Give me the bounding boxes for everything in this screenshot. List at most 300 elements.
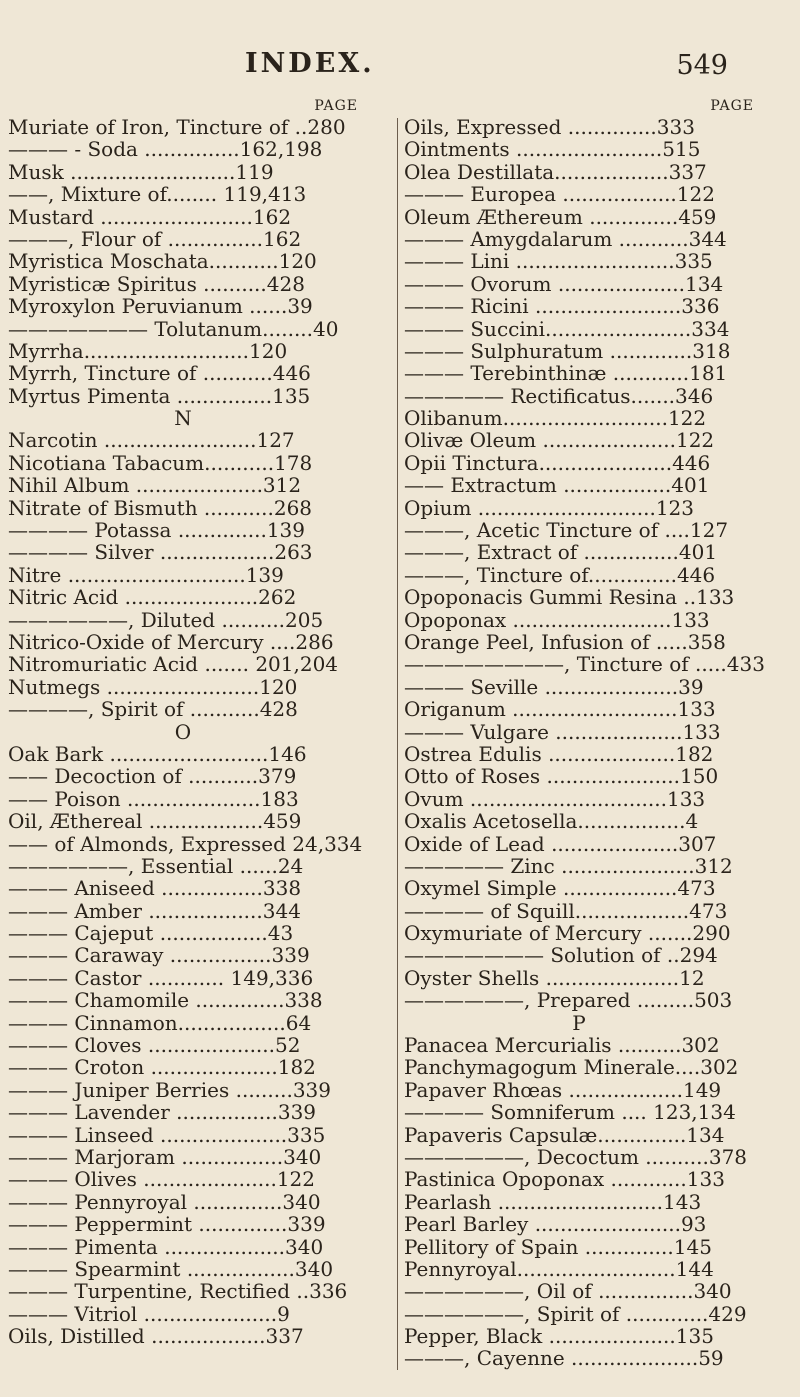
entry-page: 133 bbox=[671, 607, 710, 632]
entry-term: ——— Juniper Berries ......... bbox=[8, 1077, 293, 1102]
entry-term: ———, Flour of ............... bbox=[8, 226, 263, 251]
entry-term: Mustard ........................ bbox=[8, 204, 253, 229]
index-entry bbox=[8, 318, 358, 340]
entry-term: Myroxylon Peruvianum ...... bbox=[8, 294, 288, 319]
entry-page: 150 bbox=[680, 764, 719, 789]
entry-term: Olibanum.......................... bbox=[404, 406, 668, 431]
index-entry bbox=[8, 362, 358, 384]
page-title: INDEX. bbox=[245, 48, 375, 79]
index-entry bbox=[8, 1213, 358, 1235]
entry-term: Otto of Roses ..................... bbox=[404, 764, 680, 789]
index-entry bbox=[404, 474, 754, 496]
entry-term: ——— Terebinthinæ ............ bbox=[404, 361, 690, 386]
index-entry bbox=[404, 1101, 754, 1123]
index-entry bbox=[404, 877, 754, 899]
entry-page: 120 bbox=[278, 249, 317, 274]
index-entry bbox=[8, 586, 358, 608]
index-entry bbox=[8, 250, 358, 272]
index-entry bbox=[8, 340, 358, 362]
column-header-page: PAGE bbox=[710, 98, 754, 114]
entry-term: ——— Amygdalarum ........... bbox=[404, 226, 689, 251]
entry-term: Ointments ....................... bbox=[404, 137, 663, 162]
section-letter: O bbox=[174, 719, 192, 744]
index-entry bbox=[404, 407, 754, 429]
index-entry bbox=[404, 765, 754, 787]
entry-term: ——————, Essential ...... bbox=[8, 853, 278, 878]
entry-term: Olea Destillata.................. bbox=[404, 159, 669, 184]
entry-page: 127 bbox=[256, 428, 295, 453]
entry-page: 335 bbox=[674, 249, 713, 274]
index-entry bbox=[8, 1079, 358, 1101]
index-entry bbox=[8, 1056, 358, 1078]
entry-term: ——— Croton .................... bbox=[8, 1055, 278, 1080]
entry-page: 133 bbox=[686, 1167, 725, 1192]
entry-term: Nicotiana Tabacum........... bbox=[8, 450, 275, 475]
entry-term: ——— Marjoram ................ bbox=[8, 1144, 284, 1169]
entry-page: 302 bbox=[700, 1055, 739, 1080]
index-entry bbox=[8, 922, 358, 944]
entry-page: 401 bbox=[671, 473, 710, 498]
index-entry bbox=[404, 1146, 754, 1168]
entry-term: —— Extractum ................. bbox=[404, 473, 672, 498]
entry-term: Opium ............................ bbox=[404, 495, 656, 520]
index-entry bbox=[404, 206, 754, 228]
entry-term: ——— Linseed .................... bbox=[8, 1122, 288, 1147]
entry-page: 39 bbox=[287, 294, 313, 319]
index-entry bbox=[404, 273, 754, 295]
index-entry bbox=[404, 564, 754, 586]
index-entry bbox=[404, 944, 754, 966]
entry-page: 262 bbox=[258, 585, 297, 610]
entry-term: ————— Rectificatus....... bbox=[404, 383, 676, 408]
entry-page: 122 bbox=[276, 1167, 315, 1192]
index-entry bbox=[8, 295, 358, 317]
entry-term: ———, Cayenne .................... bbox=[404, 1346, 699, 1371]
index-entry bbox=[404, 340, 754, 362]
entry-term: ———, Acetic Tincture of .... bbox=[404, 518, 690, 543]
index-entry bbox=[8, 1101, 358, 1123]
index-entry bbox=[404, 183, 754, 205]
entry-page: 133 bbox=[666, 786, 706, 811]
entry-page: 339 bbox=[271, 943, 310, 968]
entry-term: Oxalis Acetosella................. bbox=[404, 809, 686, 834]
entry-page: 120 bbox=[259, 674, 298, 699]
index-entry bbox=[8, 653, 358, 675]
index-entry bbox=[8, 698, 358, 720]
entry-page: 40 bbox=[313, 316, 339, 341]
index-entry bbox=[8, 228, 358, 250]
section-letter: P bbox=[572, 1010, 586, 1035]
index-entry bbox=[404, 362, 754, 384]
entry-page: 93 bbox=[680, 1212, 707, 1237]
index-entry bbox=[8, 989, 358, 1011]
entry-page: 338 bbox=[262, 876, 302, 901]
index-entry bbox=[404, 1303, 754, 1325]
index-entry bbox=[8, 116, 358, 138]
index-entry bbox=[404, 1034, 754, 1056]
section-letter: N bbox=[174, 406, 192, 431]
index-entry bbox=[8, 497, 358, 519]
entry-page: 43 bbox=[267, 921, 294, 946]
entry-term: Ostrea Edulis .................... bbox=[404, 741, 676, 766]
index-entry bbox=[8, 765, 358, 787]
entry-term: ——— Pimenta ................... bbox=[8, 1234, 286, 1259]
entry-page: 133 bbox=[677, 697, 716, 722]
entry-term: —— Decoction of ........... bbox=[8, 764, 259, 789]
entry-page: 134 bbox=[685, 271, 724, 296]
index-entry bbox=[404, 855, 754, 877]
index-entry bbox=[8, 1280, 358, 1302]
entry-term: ——— Aniseed ................ bbox=[8, 876, 263, 901]
entry-term: Pastinica Opoponax ............ bbox=[404, 1167, 687, 1192]
entry-page: 340 bbox=[294, 1256, 334, 1281]
entry-term: ——————, Decoctum .......... bbox=[404, 1144, 709, 1169]
entry-term: ———— Potassa .............. bbox=[8, 518, 267, 543]
index-entry bbox=[404, 609, 754, 631]
entry-page: 139 bbox=[245, 562, 284, 587]
entry-page: 135 bbox=[675, 1324, 714, 1349]
entry-term: ———, Extract of ............... bbox=[404, 540, 679, 565]
index-entry bbox=[8, 564, 358, 586]
entry-term: ——— Pennyroyal .............. bbox=[8, 1189, 283, 1214]
index-entry bbox=[404, 922, 754, 944]
index-entry bbox=[404, 295, 754, 317]
entry-page: 473 bbox=[689, 898, 728, 923]
index-entry bbox=[404, 519, 754, 541]
entry-term: Nutmegs ........................ bbox=[8, 674, 260, 699]
index-entry bbox=[404, 161, 754, 183]
entry-term: Opii Tinctura..................... bbox=[404, 450, 673, 475]
entry-page: 183 bbox=[260, 786, 299, 811]
index-column-left bbox=[8, 96, 363, 1349]
entry-term: Narcotin ........................ bbox=[8, 428, 257, 453]
index-entry bbox=[8, 967, 358, 989]
entry-page: 133 bbox=[696, 585, 735, 610]
entry-page: 515 bbox=[662, 137, 701, 162]
entry-term: Nitrico-Oxide of Mercury .... bbox=[8, 629, 296, 654]
entry-page: 334 bbox=[691, 316, 730, 341]
entry-term: Papaveris Capsulæ.............. bbox=[404, 1122, 687, 1147]
entry-page: 344 bbox=[688, 226, 727, 251]
entry-term: —— Poison ..................... bbox=[8, 786, 261, 811]
index-entry bbox=[8, 474, 358, 496]
index-entry bbox=[404, 743, 754, 765]
index-entry bbox=[404, 833, 754, 855]
entry-term: ——— Chamomile .............. bbox=[8, 988, 285, 1013]
entry-page: 334 bbox=[324, 831, 363, 856]
entry-page: 268 bbox=[273, 495, 313, 520]
entry-page: 340 bbox=[693, 1279, 732, 1304]
entry-page: 340 bbox=[283, 1144, 322, 1169]
entry-page: 379 bbox=[258, 764, 297, 789]
entry-page: 182 bbox=[277, 1055, 316, 1080]
entry-page: 286 bbox=[295, 629, 334, 654]
entry-page: 339 bbox=[292, 1077, 332, 1102]
entry-page: 149 bbox=[682, 1077, 722, 1102]
entry-page: 336 bbox=[275, 965, 314, 990]
entry-page: 294 bbox=[679, 943, 718, 968]
index-entry bbox=[8, 138, 358, 160]
entry-page: 428 bbox=[259, 697, 298, 722]
entry-term: Nitric Acid ..................... bbox=[8, 585, 259, 610]
entry-term: ————————, Tincture of ..... bbox=[404, 652, 727, 677]
entry-page: 338 bbox=[284, 988, 323, 1013]
index-entry bbox=[404, 1347, 754, 1369]
index-entry bbox=[8, 519, 358, 541]
index-entry bbox=[404, 1168, 754, 1190]
entry-page: 127 bbox=[689, 518, 729, 543]
entry-term: Nitromuriatic Acid ....... 201, bbox=[8, 652, 300, 677]
entry-page: 446 bbox=[672, 450, 711, 475]
entry-term: ——— Lavender ................ bbox=[8, 1100, 278, 1125]
index-entry bbox=[8, 1012, 358, 1034]
entry-term: ——— Lini ......................... bbox=[404, 249, 675, 274]
entry-page: 340 bbox=[285, 1234, 324, 1259]
entry-term: ——— Castor ............ 149, bbox=[8, 965, 276, 990]
entry-term: ——— Europea .................. bbox=[404, 182, 677, 207]
index-entry bbox=[8, 944, 358, 966]
index-entry bbox=[404, 497, 754, 519]
entry-page: 459 bbox=[263, 809, 302, 834]
entry-page: 139 bbox=[266, 518, 306, 543]
index-entry bbox=[404, 228, 754, 250]
entry-page: 337 bbox=[265, 1324, 304, 1349]
entry-term: Opoponax ......................... bbox=[404, 607, 672, 632]
entry-page: 146 bbox=[268, 741, 307, 766]
entry-term: Myrtus Pimenta ............... bbox=[8, 383, 273, 408]
index-entry bbox=[404, 676, 754, 698]
entry-term: ———— Somniferum .... 123, bbox=[404, 1100, 698, 1125]
entry-page: 339 bbox=[287, 1212, 326, 1237]
index-entry bbox=[8, 900, 358, 922]
entry-page: 336 bbox=[681, 294, 720, 319]
index-entry bbox=[404, 788, 754, 810]
entry-term: Oxymuriate of Mercury ....... bbox=[404, 921, 693, 946]
entry-term: ——— - Soda ...............162, bbox=[8, 137, 285, 162]
entry-term: Myristicæ Spiritus .......... bbox=[8, 271, 267, 296]
entry-term: ——————— Solution of .. bbox=[404, 943, 680, 968]
entry-term: Myrrha.......................... bbox=[8, 338, 249, 363]
entry-page: 122 bbox=[676, 182, 715, 207]
entry-term: Nitrate of Bismuth ........... bbox=[8, 495, 274, 520]
entry-page: 446 bbox=[272, 361, 311, 386]
entry-page: 122 bbox=[675, 428, 715, 453]
entry-page: 428 bbox=[266, 271, 305, 296]
entry-term: Olivæ Oleum ..................... bbox=[404, 428, 676, 453]
index-entry bbox=[8, 1034, 358, 1056]
entry-term: ——— Vulgare .................... bbox=[404, 719, 683, 744]
entry-term: ——— Cajeput ................. bbox=[8, 921, 268, 946]
entry-term: ——— Ovorum .................... bbox=[404, 271, 686, 296]
entry-page: 473 bbox=[677, 876, 716, 901]
entry-term: ——————— Tolutanum........ bbox=[8, 316, 314, 341]
entry-term: ——— Succini....................... bbox=[404, 316, 692, 341]
index-entry bbox=[8, 1303, 358, 1325]
entry-page: 135 bbox=[272, 383, 311, 408]
entry-term: ——— Caraway ................ bbox=[8, 943, 272, 968]
index-entry bbox=[404, 698, 754, 720]
entry-page: 290 bbox=[692, 921, 731, 946]
entry-term: Oak Bark ......................... bbox=[8, 741, 269, 766]
index-entry bbox=[8, 541, 358, 563]
entry-term: ——————, Spirit of ............. bbox=[404, 1301, 709, 1326]
entry-page: 302 bbox=[681, 1033, 720, 1058]
index-entry bbox=[8, 743, 358, 765]
index-entry bbox=[8, 855, 358, 877]
entry-term: Origanum .......................... bbox=[404, 697, 678, 722]
entry-term: Papaver Rhœas .................. bbox=[404, 1077, 683, 1102]
column-header-page: PAGE bbox=[314, 98, 358, 114]
entry-term: —— of Almonds, Expressed 24, bbox=[8, 831, 325, 856]
entry-term: Myrrh, Tincture of ........... bbox=[8, 361, 273, 386]
entry-page: 162 bbox=[252, 204, 292, 229]
index-entry bbox=[8, 183, 358, 205]
entry-term: ——— Seville ..................... bbox=[404, 674, 679, 699]
index-entry bbox=[8, 676, 358, 698]
entry-page: 344 bbox=[262, 898, 301, 923]
index-entry bbox=[404, 1258, 754, 1280]
entry-page: 204 bbox=[299, 652, 339, 677]
index-entry bbox=[404, 138, 754, 160]
entry-page: 64 bbox=[285, 1010, 312, 1035]
index-entry bbox=[404, 452, 754, 474]
entry-page: 433 bbox=[726, 652, 765, 677]
entry-page: 339 bbox=[277, 1100, 317, 1125]
index-entry bbox=[8, 810, 358, 832]
entry-term: ——————, Oil of ............... bbox=[404, 1279, 694, 1304]
index-entry bbox=[404, 1056, 754, 1078]
entry-page: 119 bbox=[235, 159, 274, 184]
entry-page: 312 bbox=[694, 853, 733, 878]
entry-term: Nihil Album .................... bbox=[8, 473, 263, 498]
entry-page: 459 bbox=[678, 204, 717, 229]
index-entry bbox=[8, 452, 358, 474]
index-entry bbox=[404, 250, 754, 272]
index-entry bbox=[404, 989, 754, 1011]
index-entry bbox=[404, 1236, 754, 1258]
entry-term: Ovum ............................... bbox=[404, 786, 667, 811]
entry-page: 333 bbox=[656, 115, 695, 139]
entry-term: Pearlash .......................... bbox=[404, 1189, 663, 1214]
entry-page: 318 bbox=[692, 338, 731, 363]
entry-page: 144 bbox=[675, 1256, 714, 1281]
entry-page: 337 bbox=[668, 159, 707, 184]
index-entry bbox=[404, 631, 754, 653]
index-entry bbox=[404, 652, 765, 677]
entry-page: 134 bbox=[697, 1100, 736, 1125]
entry-term: ——— Spearmint ................. bbox=[8, 1256, 295, 1281]
index-entry bbox=[404, 318, 754, 340]
entry-page: 336 bbox=[309, 1279, 348, 1304]
index-entry bbox=[8, 206, 358, 228]
index-entry bbox=[404, 541, 754, 563]
entry-page: 307 bbox=[678, 831, 717, 856]
index-column-right bbox=[404, 96, 765, 1371]
index-entry bbox=[404, 900, 754, 922]
index-entry bbox=[8, 161, 358, 183]
entry-page: 198 bbox=[284, 137, 323, 162]
entry-term: ——— Cinnamon................. bbox=[8, 1010, 286, 1035]
entry-term: Pellitory of Spain .............. bbox=[404, 1234, 674, 1259]
entry-term: Oleum Æthereum .............. bbox=[404, 204, 679, 229]
index-entry bbox=[8, 385, 358, 407]
entry-term: ——, Mixture of........ 119, bbox=[8, 182, 269, 207]
index-entry bbox=[8, 609, 358, 631]
index-entry bbox=[404, 1280, 754, 1302]
entry-term: Oxide of Lead .................... bbox=[404, 831, 679, 856]
entry-page: 280 bbox=[307, 115, 346, 139]
entry-term: ——— Peppermint .............. bbox=[8, 1212, 288, 1237]
entry-term: ——— Amber .................. bbox=[8, 898, 263, 923]
entry-term: ———, Tincture of.............. bbox=[404, 562, 677, 587]
index-entry bbox=[8, 1124, 358, 1146]
index-entry bbox=[404, 1191, 754, 1213]
index-entry bbox=[8, 788, 358, 810]
entry-page: 143 bbox=[663, 1189, 702, 1214]
entry-term: ——— Olives ..................... bbox=[8, 1167, 277, 1192]
entry-term: Pennyroyal......................... bbox=[404, 1256, 676, 1281]
entry-term: ——————, Diluted .......... bbox=[8, 607, 286, 632]
entry-page: 358 bbox=[687, 629, 726, 654]
entry-page: 205 bbox=[285, 607, 324, 632]
entry-page: 24 bbox=[277, 853, 304, 878]
index-entry bbox=[8, 429, 358, 451]
entry-term: Pearl Barley ....................... bbox=[404, 1212, 681, 1237]
entry-term: ——— Ricini ....................... bbox=[404, 294, 682, 319]
entry-page: 12 bbox=[679, 965, 705, 990]
entry-page: 145 bbox=[673, 1234, 712, 1259]
index-entry bbox=[404, 385, 754, 407]
entry-term: ———— Silver .................. bbox=[8, 540, 275, 565]
index-entry bbox=[404, 116, 754, 138]
entry-term: ——————, Prepared ......... bbox=[404, 988, 695, 1013]
running-head bbox=[0, 48, 800, 88]
entry-term: Pepper, Black .................... bbox=[404, 1324, 676, 1349]
entry-term: Musk .......................... bbox=[8, 159, 236, 184]
entry-page: 133 bbox=[682, 719, 721, 744]
index-entry bbox=[8, 273, 358, 295]
entry-page: 4 bbox=[685, 809, 699, 834]
page-number: 549 bbox=[676, 50, 728, 81]
entry-term: Panchymagogum Minerale.... bbox=[404, 1055, 701, 1080]
entry-term: Panacea Mercurialis .......... bbox=[404, 1033, 682, 1058]
entry-page: 340 bbox=[282, 1189, 321, 1214]
index-entry bbox=[8, 877, 358, 899]
index-entry bbox=[404, 810, 754, 832]
entry-page: 335 bbox=[287, 1122, 326, 1147]
entry-page: 182 bbox=[675, 741, 714, 766]
index-entry bbox=[8, 1191, 358, 1213]
entry-page: 312 bbox=[262, 473, 302, 498]
entry-term: ———— of Squill.................. bbox=[404, 898, 690, 923]
entry-page: 178 bbox=[274, 450, 313, 475]
index-entry bbox=[8, 1325, 358, 1347]
entry-page: 52 bbox=[275, 1033, 301, 1058]
entry-term: Oxymel Simple .................. bbox=[404, 876, 678, 901]
index-entry bbox=[8, 631, 358, 653]
entry-term: ————— Zinc ..................... bbox=[404, 853, 695, 878]
entry-term: Myristica Moschata........... bbox=[8, 249, 279, 274]
index-entry bbox=[404, 429, 754, 451]
entry-term: ——— Turpentine, Rectified .. bbox=[8, 1279, 310, 1304]
index-entry bbox=[404, 1325, 754, 1347]
index-entry bbox=[8, 1236, 358, 1258]
entry-page: 9 bbox=[277, 1301, 290, 1326]
index-entry bbox=[8, 1258, 358, 1280]
entry-page: 429 bbox=[708, 1301, 747, 1326]
entry-term: Oils, Expressed .............. bbox=[404, 115, 657, 139]
entry-term: ——— Sulphuratum ............. bbox=[404, 338, 693, 363]
